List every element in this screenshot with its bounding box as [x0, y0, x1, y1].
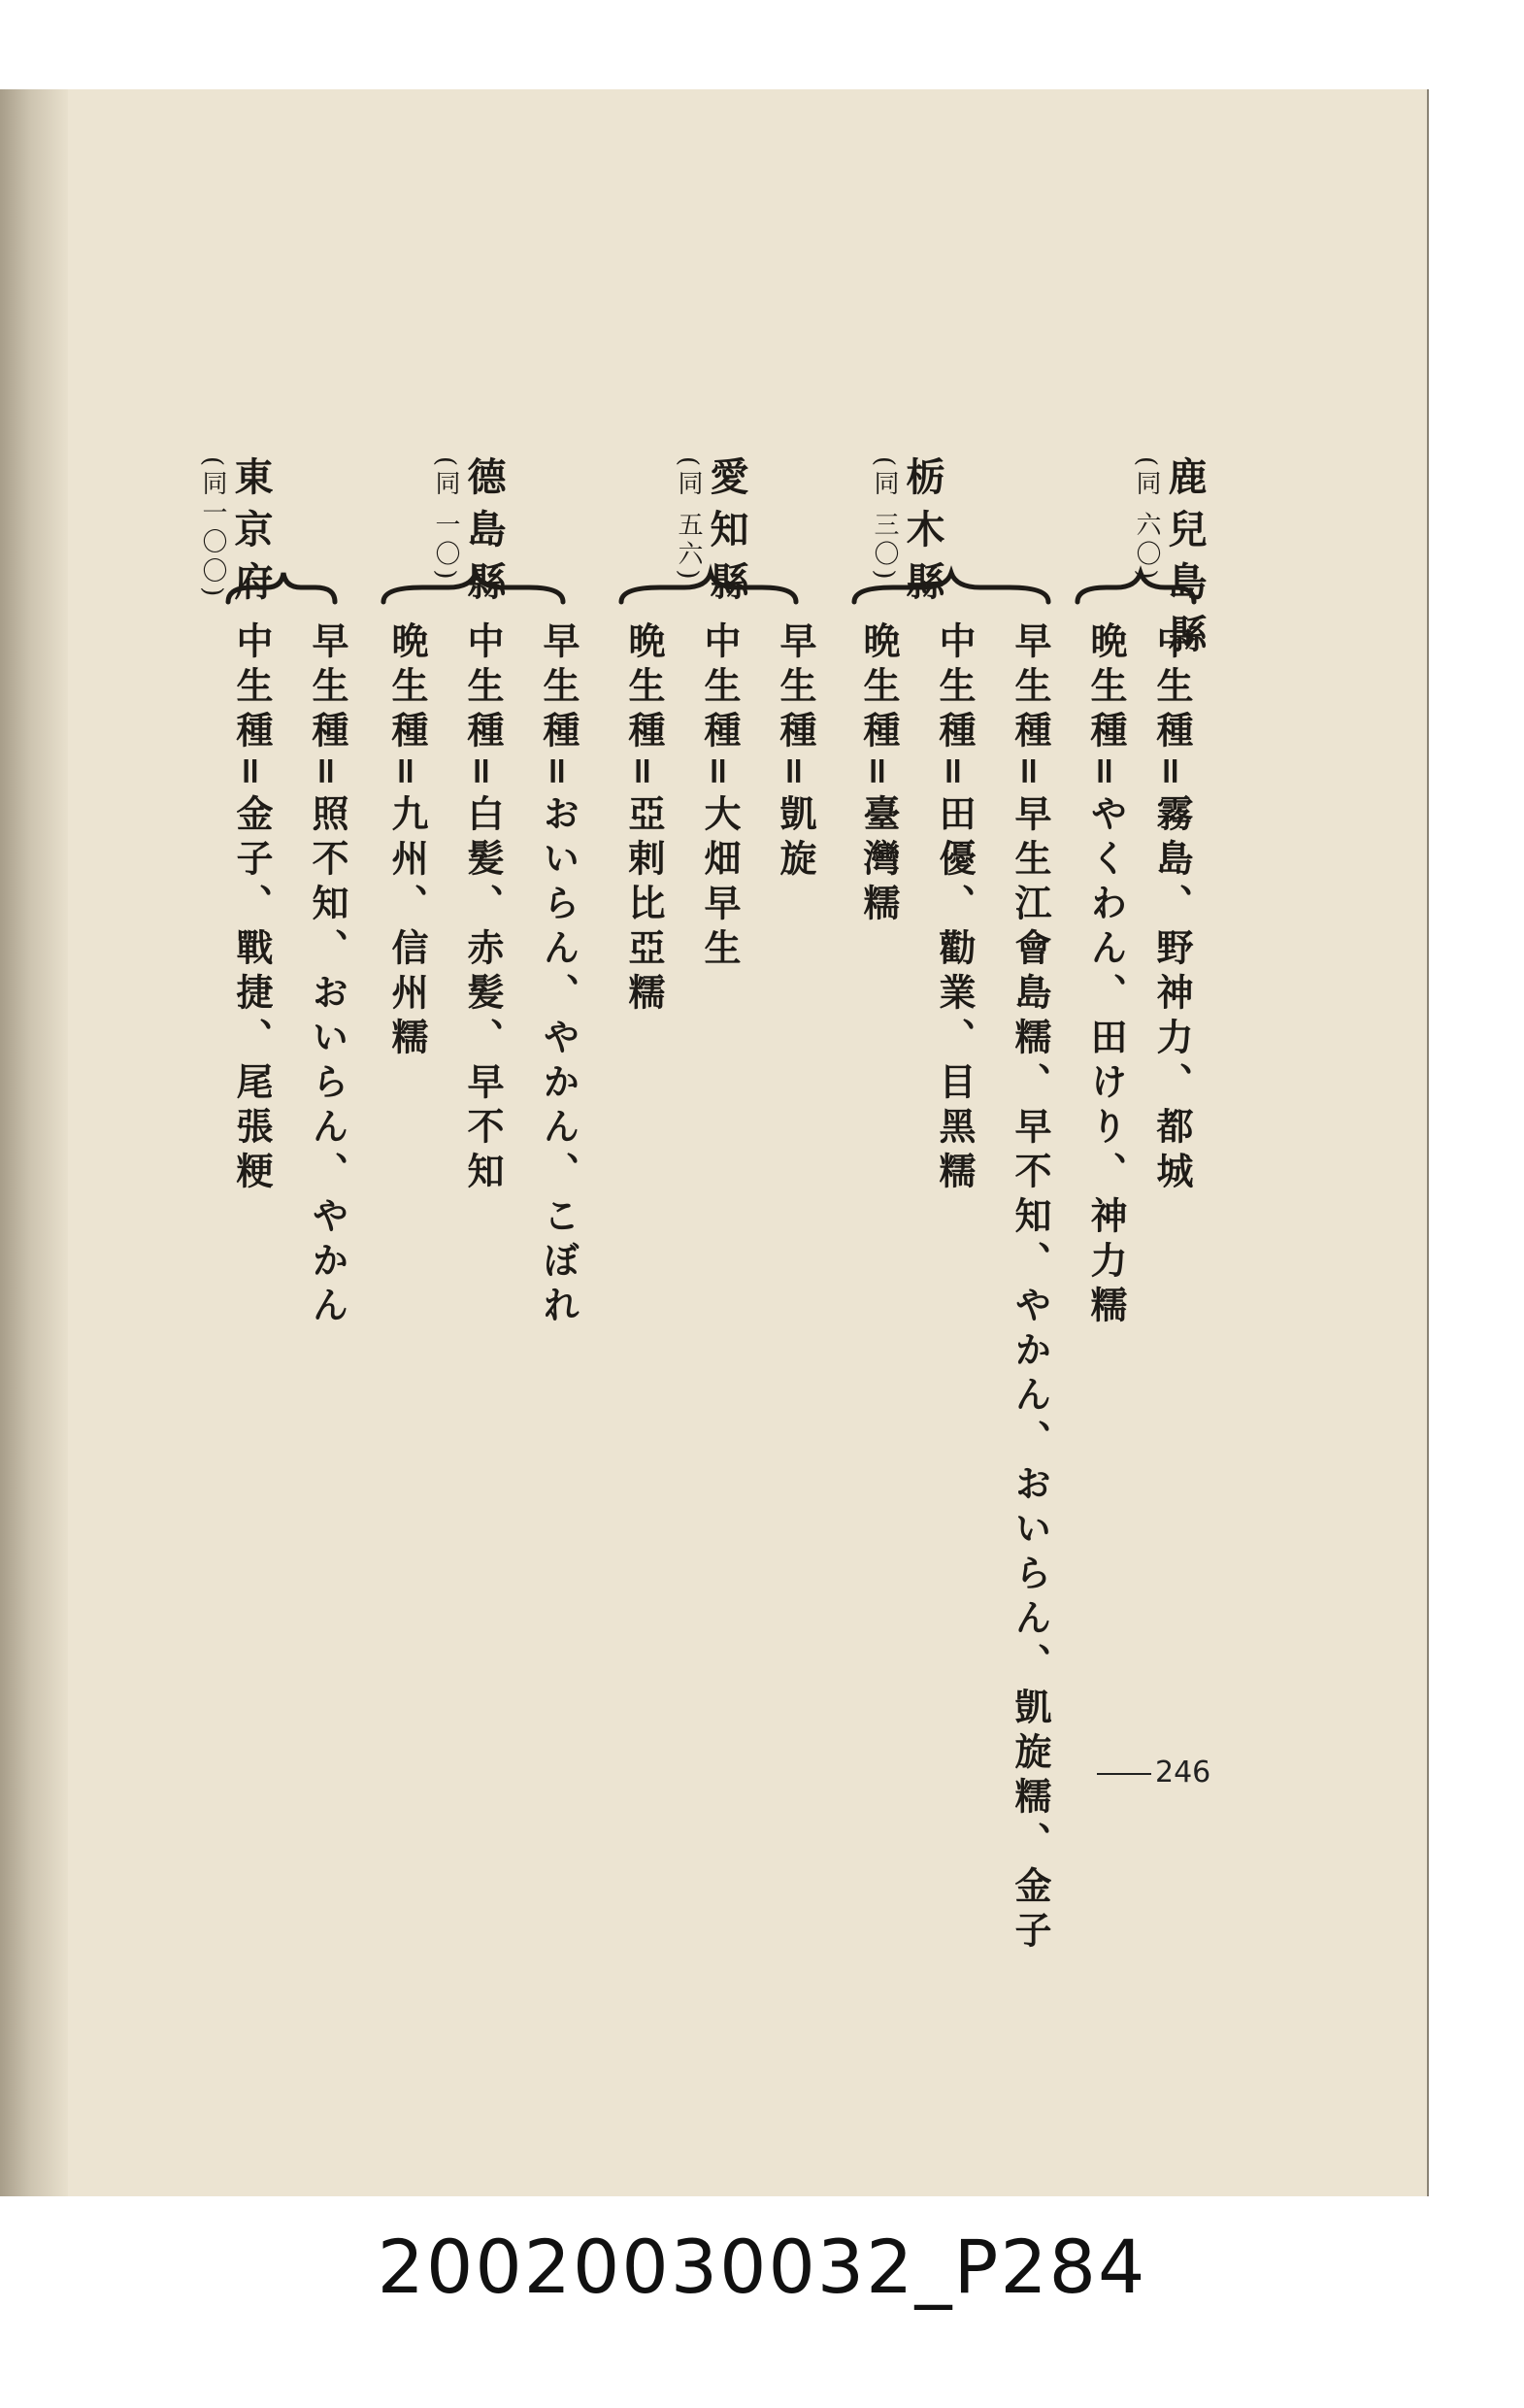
- brace-tochigi: [854, 573, 1048, 602]
- variety-entry: 晩生種=九州、信州糯: [385, 621, 429, 1062]
- brace-kagoshima: [1077, 573, 1194, 602]
- count-note: (同 三〇): [870, 456, 899, 584]
- prefecture-name: 鹿兒島縣: [1162, 456, 1208, 666]
- count-note: (同 一〇): [431, 456, 460, 584]
- variety-entry: 晩生種=臺灣糯: [857, 621, 901, 928]
- variety-entry: 晩生種=亞剌比亞糯: [622, 621, 666, 1018]
- variety-entry: 早生種=凱旋: [774, 621, 817, 884]
- brace-tokyo: [228, 573, 335, 602]
- prefecture-name: 德島縣: [461, 456, 507, 614]
- prefecture-name: 愛知縣: [704, 456, 749, 614]
- variety-entry: 早生種=おいらん、やかん、こぼれ: [537, 621, 580, 1330]
- variety-entry: 中生種=金子、戰捷、尾張粳: [230, 621, 274, 1196]
- count-note: (同 五六): [674, 456, 703, 584]
- page-number-text: 246: [1155, 1756, 1211, 1789]
- page-number: [1097, 1756, 1210, 1789]
- variety-entry: 晩生種=やくわん、田けり、神力糯: [1084, 621, 1128, 1330]
- variety-entry: 中生種=田優、勸業、目黑糯: [933, 621, 977, 1196]
- variety-entry: 早生種=照不知、おいらん、やかん: [306, 621, 349, 1330]
- count-note: (同一〇〇): [198, 456, 227, 601]
- image-caption: 20020030032_P284: [377, 2224, 1147, 2310]
- variety-entry: 早生種=早生江會島糯、早不知、やかん、おいらん、凱旋糯、金子: [1009, 621, 1052, 1956]
- brace-aichi: [621, 573, 796, 602]
- prefecture-name: 栃木縣: [900, 456, 945, 614]
- prefecture-name: 東京府: [228, 456, 274, 614]
- variety-entry: 中生種=霧島、野神力、都城: [1150, 621, 1194, 1196]
- brace-tokushima: [383, 573, 563, 602]
- count-note: (同 六〇): [1132, 456, 1161, 584]
- variety-entry: 中生種=白髪、赤髪、早不知: [461, 621, 505, 1196]
- variety-entry: 中生種=大畑早生: [698, 621, 742, 973]
- page-number-dash: [1097, 1773, 1151, 1775]
